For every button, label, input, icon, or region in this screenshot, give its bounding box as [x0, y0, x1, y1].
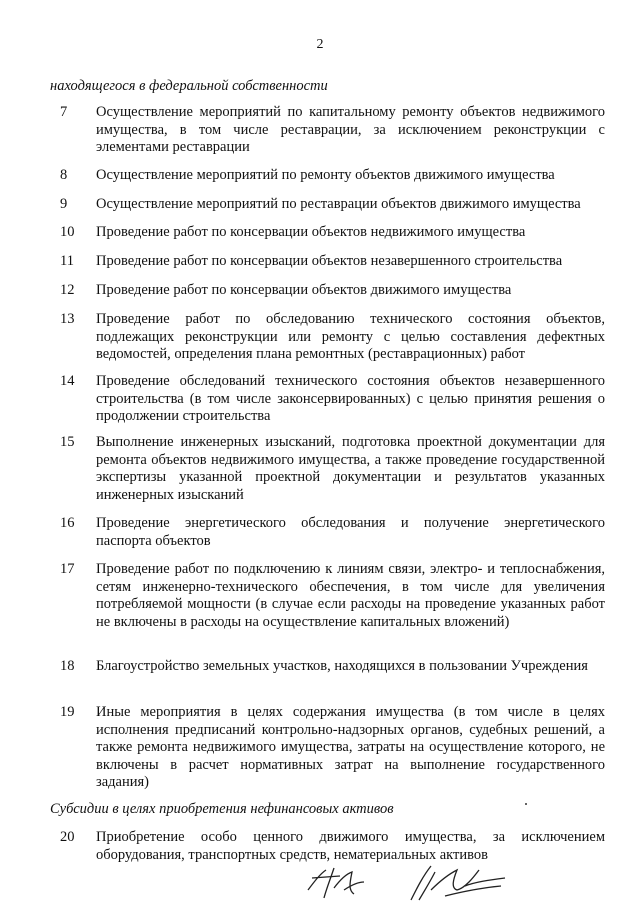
list-item: [50, 829, 605, 864]
signature-right-icon: [405, 860, 510, 904]
list-item: [50, 167, 605, 185]
item-text: Благоустройство земельных участков, находящихся в пользовании Учреждения: [96, 658, 588, 674]
item-number: 16: [60, 515, 75, 531]
list-item: [50, 311, 605, 364]
item-text: Проведение работ по консервации объектов незавершенного строительства: [96, 253, 563, 269]
list-item: [50, 373, 605, 426]
list-item: [50, 224, 605, 242]
signature-left-icon: [300, 860, 370, 904]
item-text: Осуществление мероприятий по капитальному ремонту объектов недвижимого имущества, в том числе реставрации, за исключением реконструкции с элементами реставрации: [96, 104, 605, 155]
item-number: 7: [60, 104, 68, 120]
item-text: Выполнение инженерных изысканий, подготовка проектной документации для ремонта объектов недвижимого имущества, а также проведение государственной экспертизы указанной проектной документации и результатов указанных инженерных изысканий: [96, 434, 605, 503]
item-number: 10: [60, 224, 75, 240]
item-number: 8: [60, 167, 68, 183]
item-number: 19: [60, 704, 75, 720]
item-text: Осуществление мероприятий по реставрации объектов движимого имущества: [96, 196, 581, 212]
item-text: Приобретение особо ценного движимого имущества, за исключением оборудования, транспортных средств, нематериальных активов: [96, 829, 605, 863]
item-text: Осуществление мероприятий по ремонту объектов движимого имущества: [96, 167, 555, 183]
list-item: [50, 561, 605, 631]
list-item: [50, 196, 605, 214]
item-text: Проведение работ по консервации объектов движимого имущества: [96, 282, 512, 298]
list-item: [50, 515, 605, 550]
list-item: [50, 434, 605, 504]
section-heading: Субсидии в целях приобретения нефинансовых активов: [50, 801, 394, 817]
speck-mark: [525, 803, 527, 805]
item-number: 15: [60, 434, 75, 450]
list-item: [50, 282, 605, 300]
item-text: Проведение работ по обследованию технического состояния объектов, подлежащих реконструкции или ремонту с целью составления дефектных ведомостей, определения плана ремонтных (реставрационных) работ: [96, 311, 605, 362]
item-number: 12: [60, 282, 75, 298]
item-number: 14: [60, 373, 75, 389]
item-number: 18: [60, 658, 75, 674]
item-number: 13: [60, 311, 75, 327]
list-item: [50, 104, 605, 157]
item-number: 17: [60, 561, 75, 577]
list-item: [50, 658, 605, 676]
list-item: [50, 253, 605, 271]
item-text: Проведение работ по консервации объектов недвижимого имущества: [96, 224, 526, 240]
page-number: 2: [316, 37, 324, 52]
item-number: 20: [60, 829, 75, 845]
item-text: Проведение энергетического обследования и получение энергетического паспорта объектов: [96, 515, 605, 549]
item-number: 11: [60, 253, 74, 269]
section-continuation: находящегося в федеральной собственности: [50, 78, 328, 94]
list-item: [50, 704, 605, 792]
item-text: Проведение обследований технического состояния объектов незавершенного строительства (в том числе законсервированных) с целью принятия решения о продолжении строительства: [96, 373, 605, 424]
item-text: Проведение работ по подключению к линиям связи, электро- и теплоснабжения, сетям инженерно-технического обеспечения, в том числе для увеличения потребляемой мощности (в случае если расходы на проведение указанных работ не включены в расходы на осуществление капитальных вложений): [96, 561, 605, 630]
item-text: Иные мероприятия в целях содержания имущества (в том числе в целях исполнения предписаний контрольно-надзорных органов, судебных решений, а также ремонта недвижимого имущества, затраты на осуществление которого, не включены в расчет нормативных затрат на выполнение государственного задания): [96, 704, 605, 790]
item-number: 9: [60, 196, 68, 212]
